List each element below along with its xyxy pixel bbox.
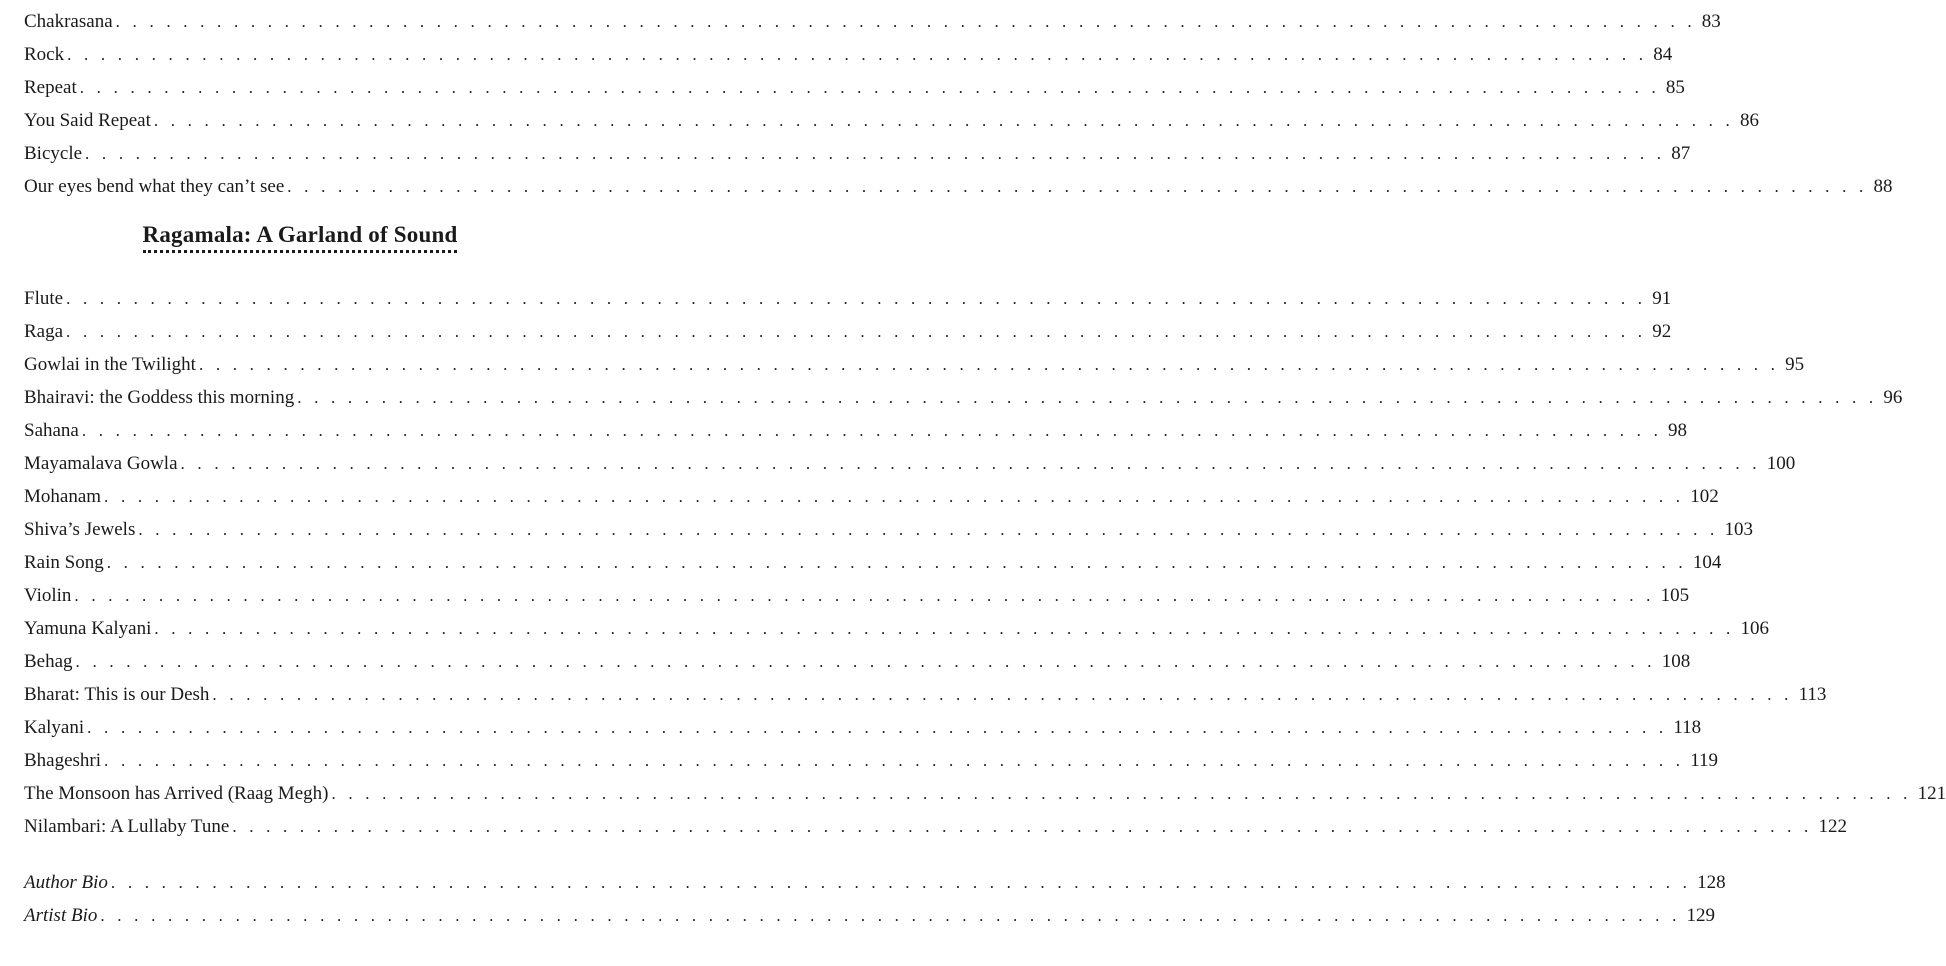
dot-leader: . . . . . . . . . . . . . . . . . . . . . . . . . . . . . . . . . . . . . . . . . . . . . . . . . . . . . . . . . . . . . . . . . . . . . . . . . . . . . . . . . . . . . . . . . . . . . . <box>104 751 1685 770</box>
toc-entry[interactable] <box>24 546 1722 579</box>
dot-leader: . . . . . . . . . . . . . . . . . . . . . . . . . . . . . . . . . . . . . . . . . . . . . . . . . . . . . . . . . . . . . . . . . . . . . . . . . . . . . . . . . . . . . . . . . . . . . . <box>81 421 1663 440</box>
entry-page-number: 96 <box>1883 387 1903 408</box>
entry-page-number: 84 <box>1653 44 1673 65</box>
section-heading <box>0 222 600 253</box>
dot-leader: . . . . . . . . . . . . . . . . . . . . . . . . . . . . . . . . . . . . . . . . . . . . . . . . . . . . . . . . . . . . . . . . . . . . . . . . . . . . . . . . . . . . . . . . . . . . . . <box>232 817 1813 836</box>
entry-title: Mayamalava Gowla <box>24 453 178 474</box>
entry-page-number: 95 <box>1785 354 1805 375</box>
dot-leader: . . . . . . . . . . . . . . . . . . . . . . . . . . . . . . . . . . . . . . . . . . . . . . . . . . . . . . . . . . . . . . . . . . . . . . . . . . . . . . . . . . . . . . . . . . . . . . <box>100 906 1681 925</box>
section-heading-text: Ragamala: A Garland of Sound <box>143 222 458 253</box>
toc-entry[interactable] <box>24 777 1946 810</box>
toc-entry[interactable] <box>24 315 1672 348</box>
toc-entry[interactable] <box>24 348 1805 381</box>
dot-leader: . . . . . . . . . . . . . . . . . . . . . . . . . . . . . . . . . . . . . . . . . . . . . . . . . . . . . . . . . . . . . . . . . . . . . . . . . . . . . . . . . . . . . . . . . . . . . . <box>115 12 1696 31</box>
dot-leader: . . . . . . . . . . . . . . . . . . . . . . . . . . . . . . . . . . . . . . . . . . . . . . . . . . . . . . . . . . . . . . . . . . . . . . . . . . . . . . . . . . . . . . . . . . . . . . <box>85 144 1666 163</box>
entry-title: Bhairavi: the Goddess this morning <box>24 387 295 408</box>
dot-leader: . . . . . . . . . . . . . . . . . . . . . . . . . . . . . . . . . . . . . . . . . . . . . . . . . . . . . . . . . . . . . . . . . . . . . . . . . . . . . . . . . . . . . . . . . . . . . . <box>138 520 1719 539</box>
entry-page-number: 128 <box>1697 872 1726 893</box>
entry-page-number: 108 <box>1661 651 1691 672</box>
entry-title: Repeat <box>24 77 77 98</box>
dot-leader: . . . . . . . . . . . . . . . . . . . . . . . . . . . . . . . . . . . . . . . . . . . . . . . . . . . . . . . . . . . . . . . . . . . . . . . . . . . . . . . . . . . . . . . . . . . . . . <box>154 619 1735 638</box>
toc-entry[interactable] <box>24 744 1718 777</box>
toc-entry[interactable] <box>24 711 1702 744</box>
entry-page-number: 104 <box>1692 552 1722 573</box>
entry-title: Our eyes bend what they can’t see <box>24 176 285 197</box>
entry-title: Author Bio <box>24 872 108 893</box>
dot-leader: . . . . . . . . . . . . . . . . . . . . . . . . . . . . . . . . . . . . . . . . . . . . . . . . . . . . . . . . . . . . . . . . . . . . . . . . . . . . . . . . . . . . . . . . . . . . . . <box>67 45 1648 64</box>
toc-entry[interactable] <box>24 137 1691 170</box>
entry-title: Sahana <box>24 420 79 441</box>
toc-entry[interactable] <box>24 866 1726 899</box>
toc-entry[interactable] <box>24 678 1827 711</box>
entry-title: Flute <box>24 288 64 309</box>
entry-title: Bharat: This is our Desh <box>24 684 210 705</box>
toc-entry[interactable] <box>24 447 1796 480</box>
dot-leader: . . . . . . . . . . . . . . . . . . . . . . . . . . . . . . . . . . . . . . . . . . . . . . . . . . . . . . . . . . . . . . . . . . . . . . . . . . . . . . . . . . . . . . . . . . . . . . <box>212 685 1793 704</box>
toc-group-top <box>24 5 1893 203</box>
entry-page-number: 87 <box>1671 143 1691 164</box>
entry-title: Bicycle <box>24 143 83 164</box>
entry-title: Artist Bio <box>24 905 98 926</box>
dot-leader: . . . . . . . . . . . . . . . . . . . . . . . . . . . . . . . . . . . . . . . . . . . . . . . . . . . . . . . . . . . . . . . . . . . . . . . . . . . . . . . . . . . . . . . . . . . . . . <box>331 784 1912 803</box>
toc-entry[interactable] <box>24 513 1754 546</box>
entry-page-number: 100 <box>1766 453 1796 474</box>
entry-title: Rock <box>24 44 65 65</box>
toc-group-bios <box>24 866 1726 932</box>
dot-leader: . . . . . . . . . . . . . . . . . . . . . . . . . . . . . . . . . . . . . . . . . . . . . . . . . . . . . . . . . . . . . . . . . . . . . . . . . . . . . . . . . . . . . . . . . . . . . . <box>297 388 1878 407</box>
toc-entry[interactable] <box>24 899 1716 932</box>
toc-entry[interactable] <box>24 5 1721 38</box>
entry-page-number: 121 <box>1917 783 1946 804</box>
entry-title: Kalyani <box>24 717 85 738</box>
toc-entry[interactable] <box>24 381 1903 414</box>
toc-entry[interactable] <box>24 612 1770 645</box>
entry-page-number: 118 <box>1673 717 1702 738</box>
dot-leader: . . . . . . . . . . . . . . . . . . . . . . . . . . . . . . . . . . . . . . . . . . . . . . . . . . . . . . . . . . . . . . . . . . . . . . . . . . . . . . . . . . . . . . . . . . . . . . <box>66 289 1647 308</box>
entry-page-number: 113 <box>1798 684 1827 705</box>
entry-page-number: 88 <box>1873 176 1893 197</box>
dot-leader: . . . . . . . . . . . . . . . . . . . . . . . . . . . . . . . . . . . . . . . . . . . . . . . . . . . . . . . . . . . . . . . . . . . . . . . . . . . . . . . . . . . . . . . . . . . . . . <box>87 718 1668 737</box>
entry-title: Rain Song <box>24 552 104 573</box>
dot-leader: . . . . . . . . . . . . . . . . . . . . . . . . . . . . . . . . . . . . . . . . . . . . . . . . . . . . . . . . . . . . . . . . . . . . . . . . . . . . . . . . . . . . . . . . . . . . . . <box>79 78 1660 97</box>
dot-leader: . . . . . . . . . . . . . . . . . . . . . . . . . . . . . . . . . . . . . . . . . . . . . . . . . . . . . . . . . . . . . . . . . . . . . . . . . . . . . . . . . . . . . . . . . . . . . . <box>106 553 1687 572</box>
dot-leader: . . . . . . . . . . . . . . . . . . . . . . . . . . . . . . . . . . . . . . . . . . . . . . . . . . . . . . . . . . . . . . . . . . . . . . . . . . . . . . . . . . . . . . . . . . . . . . <box>75 652 1656 671</box>
entry-page-number: 119 <box>1690 750 1718 771</box>
entry-title: Chakrasana <box>24 11 113 32</box>
entry-page-number: 86 <box>1740 110 1760 131</box>
toc-entry[interactable] <box>24 170 1893 203</box>
entry-title: Shiva’s Jewels <box>24 519 136 540</box>
dot-leader: . . . . . . . . . . . . . . . . . . . . . . . . . . . . . . . . . . . . . . . . . . . . . . . . . . . . . . . . . . . . . . . . . . . . . . . . . . . . . . . . . . . . . . . . . . . . . . <box>180 454 1761 473</box>
toc-entry[interactable] <box>24 71 1685 104</box>
toc-entry[interactable] <box>24 645 1691 678</box>
entry-page-number: 85 <box>1665 77 1685 98</box>
entry-title: Violin <box>24 585 72 606</box>
toc-entry[interactable] <box>24 480 1719 513</box>
entry-title: Yamuna Kalyani <box>24 618 152 639</box>
entry-title: Behag <box>24 651 73 672</box>
dot-leader: . . . . . . . . . . . . . . . . . . . . . . . . . . . . . . . . . . . . . . . . . . . . . . . . . . . . . . . . . . . . . . . . . . . . . . . . . . . . . . . . . . . . . . . . . . . . . . <box>74 586 1655 605</box>
entry-page-number: 91 <box>1652 288 1672 309</box>
toc-entry[interactable] <box>24 579 1690 612</box>
dot-leader: . . . . . . . . . . . . . . . . . . . . . . . . . . . . . . . . . . . . . . . . . . . . . . . . . . . . . . . . . . . . . . . . . . . . . . . . . . . . . . . . . . . . . . . . . . . . . . <box>104 487 1685 506</box>
dot-leader: . . . . . . . . . . . . . . . . . . . . . . . . . . . . . . . . . . . . . . . . . . . . . . . . . . . . . . . . . . . . . . . . . . . . . . . . . . . . . . . . . . . . . . . . . . . . . . <box>66 322 1647 341</box>
toc-group-ragamala <box>24 282 1946 843</box>
entry-page-number: 105 <box>1660 585 1690 606</box>
entry-page-number: 83 <box>1701 11 1721 32</box>
dot-leader: . . . . . . . . . . . . . . . . . . . . . . . . . . . . . . . . . . . . . . . . . . . . . . . . . . . . . . . . . . . . . . . . . . . . . . . . . . . . . . . . . . . . . . . . . . . . . . <box>287 177 1868 196</box>
entry-title: Bhageshri <box>24 750 102 771</box>
dot-leader: . . . . . . . . . . . . . . . . . . . . . . . . . . . . . . . . . . . . . . . . . . . . . . . . . . . . . . . . . . . . . . . . . . . . . . . . . . . . . . . . . . . . . . . . . . . . . . <box>153 111 1735 130</box>
toc-entry[interactable] <box>24 810 1847 843</box>
entry-page-number: 129 <box>1686 905 1716 926</box>
entry-title: Mohanam <box>24 486 102 507</box>
entry-title: Gowlai in the Twilight <box>24 354 196 375</box>
entry-title: Nilambari: A Lullaby Tune <box>24 816 230 837</box>
toc-entry[interactable] <box>24 38 1673 71</box>
entry-title: Raga <box>24 321 64 342</box>
entry-title: The Monsoon has Arrived (Raag Megh) <box>24 783 329 804</box>
entry-page-number: 98 <box>1668 420 1688 441</box>
entry-page-number: 103 <box>1724 519 1754 540</box>
entry-page-number: 106 <box>1740 618 1770 639</box>
dot-leader: . . . . . . . . . . . . . . . . . . . . . . . . . . . . . . . . . . . . . . . . . . . . . . . . . . . . . . . . . . . . . . . . . . . . . . . . . . . . . . . . . . . . . . . . . . . . . . <box>110 873 1692 892</box>
entry-page-number: 122 <box>1818 816 1847 837</box>
entry-page-number: 102 <box>1690 486 1719 507</box>
entry-page-number: 92 <box>1652 321 1672 342</box>
toc-entry[interactable] <box>24 414 1688 447</box>
dot-leader: . . . . . . . . . . . . . . . . . . . . . . . . . . . . . . . . . . . . . . . . . . . . . . . . . . . . . . . . . . . . . . . . . . . . . . . . . . . . . . . . . . . . . . . . . . . . . . <box>198 355 1780 374</box>
toc-entry[interactable] <box>24 104 1760 137</box>
toc-entry[interactable] <box>24 282 1672 315</box>
entry-title: You Said Repeat <box>24 110 151 131</box>
